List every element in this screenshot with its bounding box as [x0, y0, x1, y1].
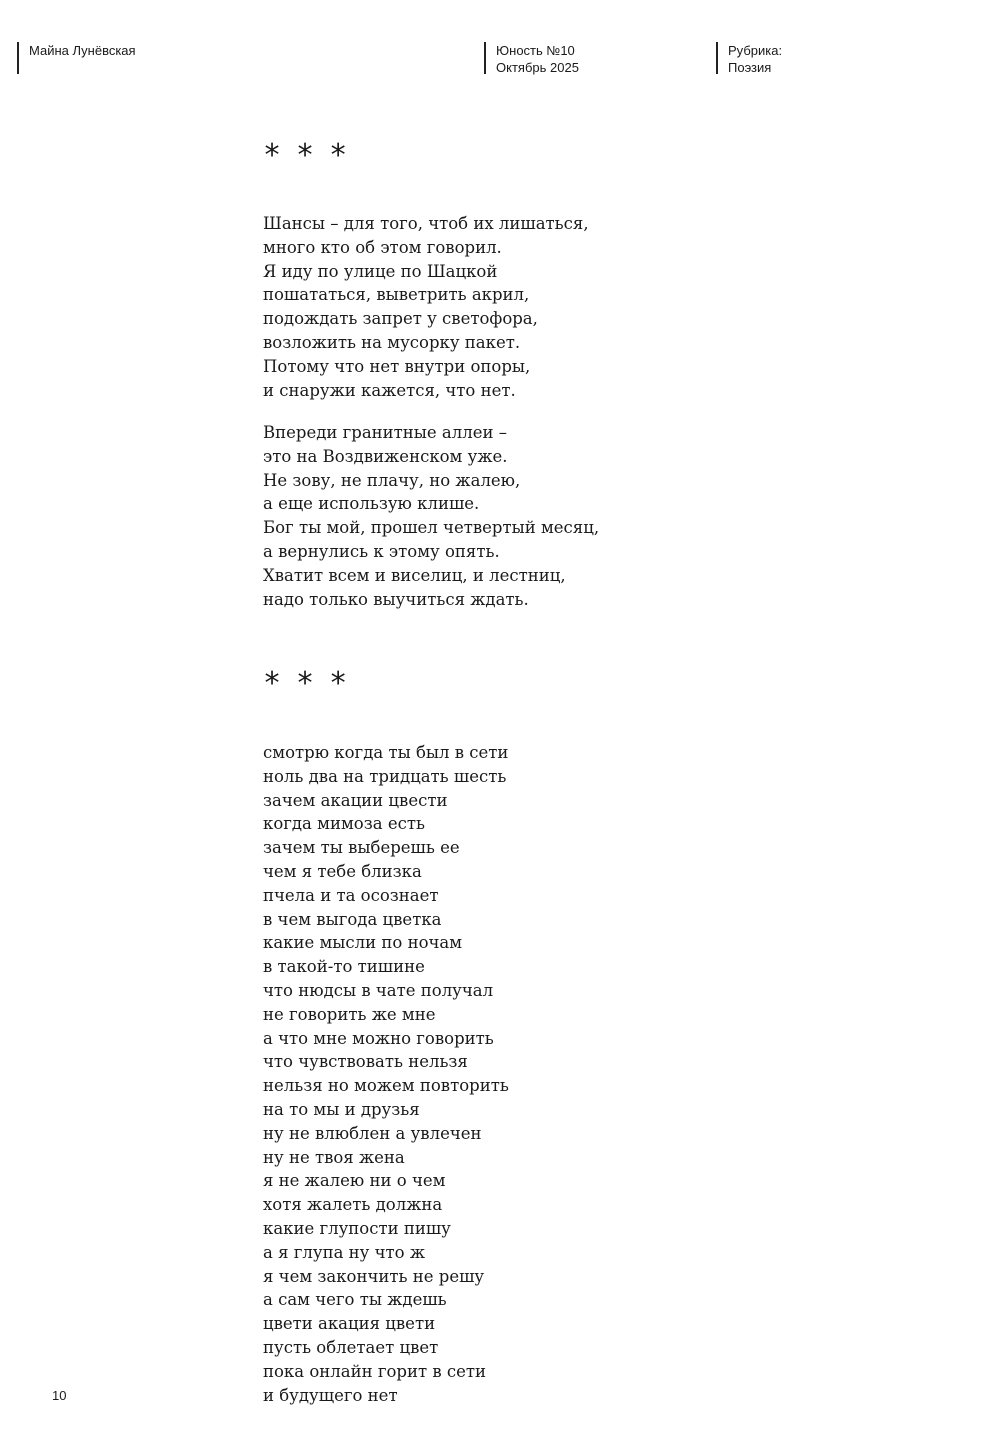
poem-line: а я глупа ну что ж	[263, 1242, 425, 1262]
author-header	[17, 42, 136, 74]
poem-line: цвети акация цвети	[263, 1314, 436, 1334]
poem-line: Хватит всем и виселиц, и лестниц,	[263, 565, 566, 585]
poem-line: а еще использую клише.	[263, 494, 480, 514]
poem-line: я не жалею ни о чем	[263, 1171, 446, 1191]
poem-line: в чем выгода цветка	[263, 909, 442, 929]
poem-line: подождать запрет у светофора,	[263, 309, 538, 329]
poem-line: пчела и та осознает	[263, 885, 439, 905]
poem-line: Впереди гранитные аллеи –	[263, 423, 507, 442]
poem-line: смотрю когда ты был в сети	[263, 743, 509, 762]
poem-line: в такой-то тишине	[263, 957, 425, 977]
poem-1	[263, 138, 683, 609]
issue-date: Октябрь 2025	[496, 60, 579, 75]
poem-line: ну не твоя жена	[263, 1147, 405, 1167]
poem-line: а вернулись к этому опять.	[263, 541, 500, 561]
poem-line: не говорить же мне	[263, 1004, 436, 1024]
poem-1-stanza-1	[263, 212, 589, 402]
poem-line: пусть облетает цвет	[263, 1337, 439, 1357]
poem-line: ноль два на тридцать шесть	[263, 766, 507, 786]
rubric-label: Рубрика:	[728, 43, 783, 58]
poem-line: а сам чего ты ждешь	[263, 1290, 447, 1310]
poem-line: какие мысли по ночам	[263, 933, 463, 953]
poem-line: хотя жалеть должна	[263, 1195, 443, 1215]
poem-1-stanza-2	[263, 421, 599, 611]
poem-line: это на Воздвиженском уже.	[263, 446, 508, 466]
poem-line: Потому что нет внутри опоры,	[263, 356, 531, 376]
poem-line: и снаружи кажется, что нет.	[263, 380, 516, 400]
issue-number: Юность №10	[496, 43, 575, 58]
poem-2	[263, 666, 683, 1405]
poem-line: а что мне можно говорить	[263, 1028, 494, 1048]
poem-line: что чувствовать нельзя	[263, 1052, 468, 1072]
poem-line: Шансы – для того, чтоб их лишаться,	[263, 214, 589, 233]
poem-2-stanza-1	[263, 741, 509, 1407]
poem-line: зачем ты выберешь ее	[263, 838, 460, 858]
poem-line: нельзя но можем повторить	[263, 1076, 509, 1096]
poem-line: возложить на мусорку пакет.	[263, 332, 521, 352]
poem-line: что нюдсы в чате получал	[263, 980, 494, 1000]
poem-line: я чем закончить не решу	[263, 1266, 485, 1286]
page-number: 10	[52, 1388, 67, 1403]
poem-1-asterisk-marker: ***	[263, 138, 363, 173]
rubric-header	[716, 42, 782, 74]
author-name: Майна Лунёвская	[29, 43, 136, 58]
poem-line: пока онлайн горит в сети	[263, 1361, 486, 1381]
issue-header	[484, 42, 579, 74]
rubric-value: Поэзия	[728, 60, 772, 75]
poem-line: когда мимоза есть	[263, 814, 425, 834]
poem-line: пошататься, выветрить акрил,	[263, 285, 530, 305]
poem-line: ну не влюблен а увлечен	[263, 1123, 482, 1143]
poem-line: Я иду по улице по Шацкой	[263, 261, 498, 281]
poem-line: Бог ты мой, прошел четвертый месяц,	[263, 518, 600, 538]
poem-line: надо только выучиться ждать.	[263, 589, 529, 609]
poem-line: Не зову, не плачу, но жалею,	[263, 470, 521, 490]
poem-line: какие глупости пишу	[263, 1218, 451, 1238]
poem-line: чем я тебе близка	[263, 861, 422, 881]
poem-line: зачем акации цвести	[263, 790, 448, 810]
poem-line: на то мы и друзья	[263, 1099, 420, 1119]
poem-line: много кто об этом говорил.	[263, 237, 502, 257]
poem-line: и будущего нет	[263, 1385, 398, 1405]
poem-2-asterisk-marker: ***	[263, 666, 363, 701]
